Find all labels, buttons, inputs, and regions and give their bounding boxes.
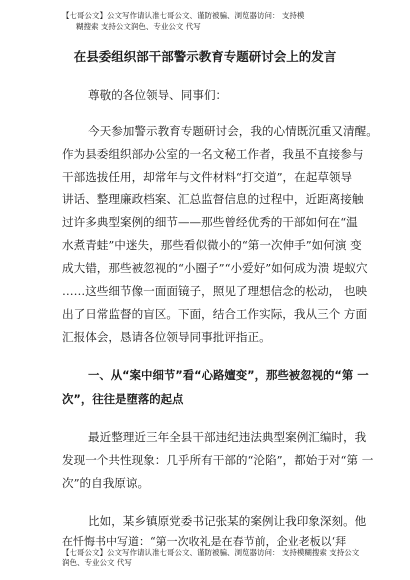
para1-line: 出了日常监督的盲区。下面，结合工作实际，我从三个 方面 bbox=[62, 307, 368, 321]
greeting: 尊敬的各位领导、同事们： bbox=[88, 88, 228, 102]
section-heading-line: 一、从“案中细节”看“心路嬗变”，那些被忽视的“第 一 bbox=[88, 368, 369, 382]
para2-line: 发现一个共性现象：几乎所有干部的“沦陷”，都始于对“第 一 bbox=[62, 453, 374, 467]
para1-line: 讲话、整理廉政档案、汇总监督信息的过程中，近距离接触 bbox=[62, 192, 364, 206]
section-heading-line: 次”，往往是堕落的起点 bbox=[62, 392, 184, 406]
para1-line: 过许多典型案例的细节——那些曾经优秀的干部如何在“温 bbox=[62, 215, 358, 229]
para1-line: 今天参加警示教育专题研讨会，我的心情既沉重又清醒。 bbox=[88, 124, 378, 138]
para2-line: 最近整理近三年全县干部违纪违法典型案例汇编时，我 bbox=[88, 430, 367, 444]
para3-line: 在忏悔书中写道：“第一次收礼是在春节前，企业老板以‘拜 bbox=[62, 535, 347, 548]
para1-line: ……这些细节像一面面镜子，照见了理想信念的松动， 也映 bbox=[62, 284, 368, 298]
header-line-2: 糊搜索 支持公文润色、专业公文 代写 bbox=[76, 22, 201, 31]
page-header bbox=[62, 10, 362, 32]
footer-line-2: 润色、专业公文 代写 bbox=[62, 558, 132, 567]
para1-line: 作为县委组织部办公室的一名文秘工作者，我虽不直接参与 bbox=[62, 147, 364, 161]
footer-line-1: 【七哥公文】公文写作请认准七哥公文、谨防被骗、浏览器访问： 支持模糊搜索 支持公文 bbox=[62, 548, 360, 557]
header-line-1: 【七哥公文】公文写作请认准七哥公文、谨防被骗、浏览器访问： 支持模 bbox=[62, 11, 305, 20]
page-footer bbox=[62, 548, 372, 568]
para2-line: 次”的自我原谅。 bbox=[62, 476, 150, 490]
para1-line: 成大错，那些被忽视的“小圈子”“小爱好”如何成为溃 堤蚁穴 bbox=[62, 261, 368, 275]
para1-line: 汇报体会，恳请各位领导同事批评指正。 bbox=[62, 330, 271, 344]
document-title: 在县委组织部干部警示教育专题研讨会上的发言 bbox=[73, 49, 337, 64]
para1-line: 水煮青蛙”中迷失，那些看似微小的“第一次伸手”如何演 变 bbox=[62, 238, 362, 252]
para3-line: 比如，某乡镇原党委书记张某的案例让我印象深刻。他 bbox=[88, 514, 367, 528]
para1-line: 干部选拔任用，却常年与文件材料“打交道”，在起草领导 bbox=[62, 170, 353, 184]
